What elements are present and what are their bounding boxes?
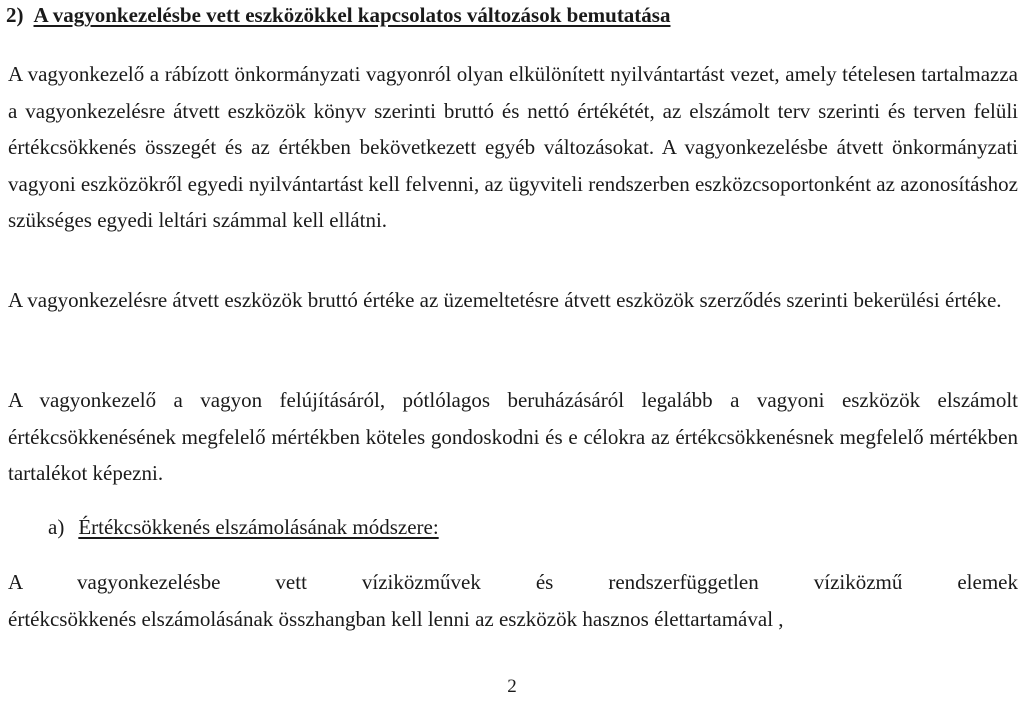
page-number: 2 — [507, 676, 517, 697]
subsection-title: Értékcsökkenés elszámolásának módszere: — [78, 515, 439, 539]
paragraph-line-1: A vagyonkezelésbe vett víziközművek és rendszerfüggetlen víziközmű elemek — [8, 570, 1018, 594]
paragraph-gross-value: A vagyonkezelésre átvett eszközök bruttó értéke az üzemeltetésre átvett eszközök szerződés szerinti bekerülési értéke. — [8, 288, 1002, 312]
paragraph-asset-register: A vagyonkezelő a rábízott önkormányzati vagyonról olyan elkülönített nyilvántartást vezet, amely tételesen tartalmazza a vagyonkezelésre átvett eszközök könyv szerinti bruttó és nettó értékétét, az elszámolt terv szerinti és terven felüli értékcsökkenés összegét és az értékben bekövetkezett egyéb változásokat. A vagyonkezelésbe átvett önkormányzati vagyoni eszközökről egyedi nyilvántartást kell felvenni, az ügyviteli rendszerben eszközcsoportonként az azonosításhoz szükséges egyedi leltári számmal kell ellátni. — [8, 62, 1018, 232]
paragraph-line-2: értékcsökkenés elszámolásának összhangban kell lenni az eszközök hasznos élettartamával , — [8, 606, 784, 631]
subsection-heading — [48, 512, 439, 542]
subsection-label: a) — [48, 515, 65, 539]
section-title: A vagyonkezelésbe vett eszközökkel kapcsolatos változások bemutatása — [33, 3, 671, 27]
section-number: 2) — [6, 3, 24, 27]
paragraph-renewal-obligation: A vagyonkezelő a vagyon felújításáról, pótlólagos beruházásáról legalább a vagyoni eszközök elszámolt értékcsökkenésének megfelelő mértékben köteles gondoskodni és e célokra az értékcsökkenésnek megfelelő mértékben tartalékot képezni. — [8, 388, 1018, 485]
paragraph-depreciation-method — [8, 564, 1018, 637]
section-heading — [6, 2, 670, 28]
